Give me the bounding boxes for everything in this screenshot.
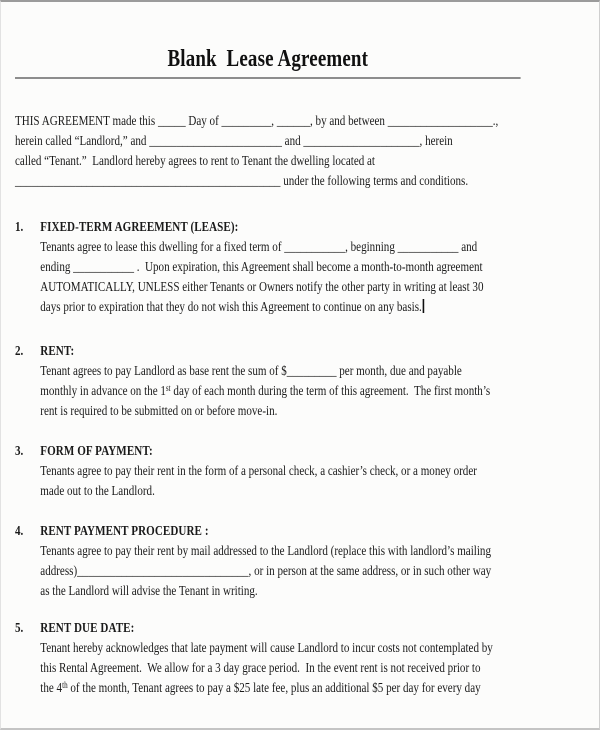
section-body — [40, 218, 483, 318]
section-text: Tenants agree to pay their rent by mail addressed to the Landlord (replace this with landlord’s mailing address)_______________________________, or in person at the same address, or in such other way as the Landlord will advise the Tenant in writing. — [40, 544, 492, 599]
section-rent — [15, 342, 521, 422]
ordinal-superscript: st — [165, 383, 171, 393]
section-form-of-payment — [15, 442, 521, 502]
section-text: Tenant agrees to pay Landlord as base rent the sum of $_________ per month, due and payable monthly in advance on the 1st day of each month during the term of this agreement. The first month’s rent is required to be submitted on or before move-in. — [40, 364, 491, 419]
section-number: 5. — [15, 621, 24, 636]
title-divider — [15, 77, 521, 79]
section-text: Tenant hereby acknowledges that late payment will cause Landlord to incur costs not contemplated by this Rental Agreement. We allow for a 3 day grace period. In the event rent is not received prior to the 4th of the month, Tenant agrees to pay a $25 late fee, plus an additional $5 per day for every day — [40, 641, 493, 696]
document-title: Blank Lease Agreement — [167, 46, 369, 72]
section-text: Tenants agree to lease this dwelling for a fixed term of ___________, beginning ___________ and ending ___________ . Upon expiration, this Agreement shall become a month-to-month agreement AUTOMATICALLY, UNLESS either Tenants or Owners notify the other party in writing at least 30 days prior to expiration that they do not wish this Agreement to continue on any basis. — [40, 240, 484, 315]
section-heading: FORM OF PAYMENT: — [40, 444, 153, 459]
section-fixed-term-agreement — [15, 218, 521, 318]
document-content — [15, 2, 521, 699]
section-number: 1. — [15, 220, 24, 235]
section-heading: RENT PAYMENT PROCEDURE : — [40, 524, 209, 539]
ordinal-superscript: th — [62, 680, 68, 690]
section-number: 3. — [15, 444, 24, 459]
section-text: Tenants agree to pay their rent in the form of a personal check, a cashier’s check, or a money order made out to the Landlord. — [40, 464, 477, 499]
section-heading: RENT DUE DATE: — [40, 621, 135, 636]
section-body — [40, 522, 491, 602]
section-rent-payment-procedure — [15, 522, 521, 602]
text-cursor — [423, 299, 425, 313]
section-body — [40, 619, 493, 699]
section-heading: RENT: — [40, 344, 75, 359]
section-rent-due-date — [15, 619, 521, 699]
section-body — [40, 342, 490, 422]
section-body — [40, 442, 477, 502]
section-number: 4. — [15, 524, 24, 539]
section-number: 2. — [15, 344, 24, 359]
intro-paragraph: THIS AGREEMENT made this _____ Day of _________, ______, by and between ___________________., herein called “Landlord,” and ________________________ and _____________________, herein called “Tenant.” Landlord hereby agrees to rent to Tenant the dwelling located at ________________________________________________ under the following terms and conditions. — [15, 114, 499, 189]
section-heading: FIXED-TERM AGREEMENT (LEASE): — [40, 220, 239, 235]
